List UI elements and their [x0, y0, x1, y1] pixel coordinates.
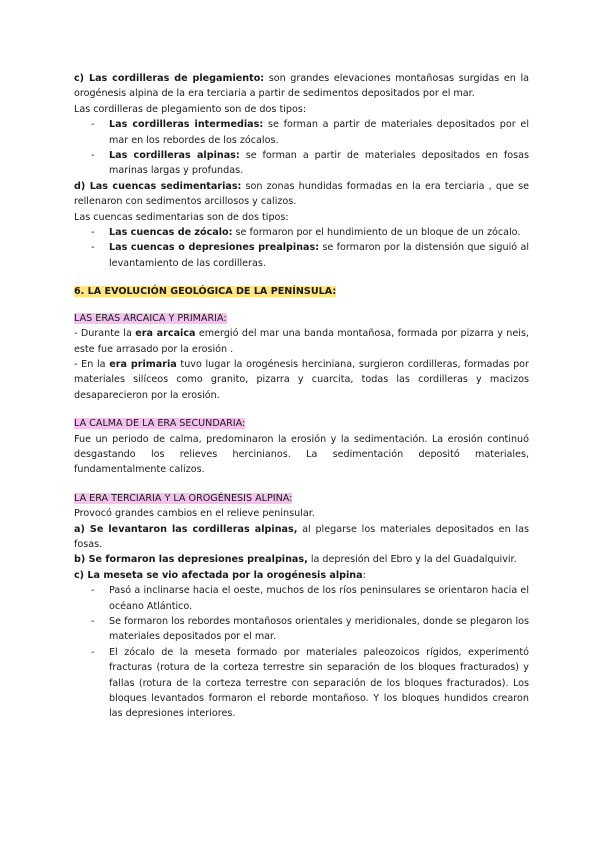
list-item-text: se formaron por el hundimiento de un bloque de un zócalo. — [232, 227, 521, 239]
dash-bullet: - — [91, 119, 95, 131]
term-depresiones-prealpinas: b) Se formaron las depresiones prealpinas, — [74, 554, 308, 566]
term-era-primaria: era primaria — [109, 358, 177, 370]
list-item-text: se formaron por la distensión que siguió al levantamiento de las cordilleras. — [109, 242, 530, 269]
dash-bullet: - — [91, 150, 95, 162]
section-heading — [74, 284, 529, 299]
dash-bullet: - — [91, 616, 95, 627]
paragraph-cuencas-sedimentarias — [74, 179, 529, 210]
spacer — [74, 300, 529, 311]
paragraph-cordilleras-plegamiento — [74, 71, 529, 102]
subsection-heading — [74, 491, 529, 506]
paragraph-era-secundaria: Fue un periodo de calma, predominaron la erosión y la sedimentación. La erosión continuó desgastando los relieves hercinianos. La sedimentación depositó materiales, fundamentalmente calizos. — [74, 433, 529, 476]
dash-bullet: - — [91, 585, 95, 597]
list-cordilleras-types — [74, 117, 529, 179]
dash-bullet: - — [91, 242, 95, 254]
list-item — [74, 240, 529, 271]
list-item-text: se forman a partir de materiales depositados en fosas marinas largas y profundas. — [109, 150, 529, 177]
subsection-heading — [74, 311, 529, 326]
dash-bullet: - — [91, 646, 95, 658]
text-fragment: al plegarse los materiales depositados en las fosas. — [74, 523, 529, 550]
term-cuencas-zocalo: Las cuencas de zócalo: — [109, 227, 233, 239]
list-item — [74, 148, 529, 179]
text-fragment: : — [362, 569, 366, 581]
subsection-heading — [74, 416, 529, 431]
list-item-text: Pasó a inclinarse hacia el oeste, muchos de los ríos peninsulares se orientaron hacia el océano Atlántico. — [109, 585, 529, 612]
paragraph-types-intro: Las cordilleras de plegamiento son de dos tipos: — [74, 103, 307, 115]
term-era-arcaica: era arcaica — [135, 328, 196, 340]
text-fragment: la depresión del Ebro y la del Guadalquivir. — [307, 554, 517, 566]
list-meseta-effects — [74, 583, 529, 722]
text-cuencas-sedimentarias: son zonas hundidas formadas en la era terciaria , que se rellenaron con sedimentos arcillosos y calizos. — [74, 180, 530, 208]
list-item — [74, 117, 529, 148]
spacer — [74, 478, 529, 491]
term-cuencas-sedimentarias: d) Las cuencas sedimentarias: — [74, 180, 242, 192]
list-cuencas-types — [74, 225, 529, 271]
list-item — [74, 225, 529, 240]
list-item-text: El zócalo de la meseta formado por materiales paleozoicos rígidos, experimentó fracturas (rotura de la corteza terrestre sin separación de los bloques fracturados) y fallas (rotura de la corteza terrestre con separación de los bloques fracturados). Los bloques levantados formaron el reborde montañoso. Y los bloques hundidos crearon las depresiones interiores. — [109, 646, 529, 720]
section-title-6: 6. LA EVOLUCIÓN GEOLÓGICA DE LA PENÍNSULA: — [74, 286, 337, 298]
paragraph-terciaria-a — [74, 522, 529, 553]
term-cordilleras-alpinas: Las cordilleras alpinas: — [109, 150, 240, 162]
document-content — [74, 71, 529, 722]
list-item-text: Se formaron los rebordes montañosos orientales y meridionales, donde se plegaron los materiales depositados por el mar. — [109, 616, 529, 643]
term-cordilleras-intermedias: Las cordilleras intermedias: — [109, 119, 264, 131]
list-item-text: se forman a partir de materiales depositados por el mar en los rebordes de los zócalos. — [109, 119, 529, 146]
text-cordilleras-plegamiento: son grandes elevaciones montañosas surgidas en la orogénesis alpina de la era terciaria a partir de sedimentos depositados por el mar. — [74, 73, 529, 100]
term-meseta-orogenesis: c) La meseta se vio afectada por la orogénesis alpina — [74, 569, 363, 581]
subsection-title-secundaria: LA CALMA DE LA ERA SECUNDARIA: — [74, 418, 246, 430]
paragraph-era-arcaica — [74, 326, 529, 357]
list-item — [74, 645, 529, 722]
term-cordilleras-alpinas: a) Se levantaron las cordilleras alpinas, — [74, 523, 298, 535]
list-item — [74, 583, 529, 614]
term-cuencas-prealpinas: Las cuencas o depresiones prealpinas: — [109, 242, 320, 254]
paragraph-era-primaria — [74, 357, 529, 403]
paragraph-terciaria-c — [74, 568, 529, 583]
term-cordilleras-plegamiento: c) Las cordilleras de plegamiento: — [74, 73, 265, 84]
list-item — [74, 614, 529, 645]
paragraph-terciaria-intro: Provocó grandes cambios en el relieve peninsular. — [74, 508, 315, 520]
paragraph-cuencas-intro: Las cuencas sedimentarias son de dos tipos: — [74, 211, 289, 223]
paragraph-terciaria-b — [74, 552, 529, 567]
spacer — [74, 403, 529, 416]
dash-bullet: - — [91, 227, 95, 239]
spacer — [74, 271, 529, 284]
text-fragment: - En la — [74, 358, 110, 370]
text-fragment: - Durante la — [74, 328, 136, 340]
text-fragment: tuvo lugar la orogénesis herciniana, surgieron cordilleras, formadas por materiales silíceos como granito, pizarra y cuarcita, todas las cordilleras y macizos desaparecieron por la erosión. — [74, 358, 529, 401]
subsection-title-terciaria: LA ERA TERCIARIA Y LA OROGÉNESIS ALPINA: — [74, 492, 293, 504]
subsection-title-arcaica: LAS ERAS ARCAICA Y PRIMARIA: — [74, 312, 227, 324]
text-fragment: emergió del mar una banda montañosa, formada por pizarra y neis, este fue arrasado por la erosión . — [74, 328, 529, 355]
